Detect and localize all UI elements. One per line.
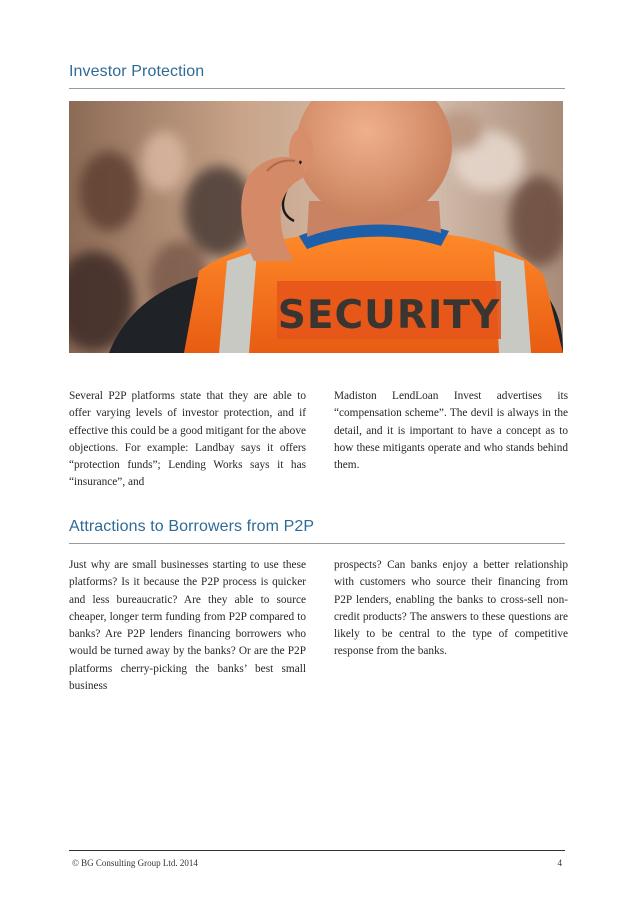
investor-protection-left-paragraph: Several P2P platforms state that they are able to offer varying levels of investor protection, and if effective this could be a good mitigant for the above objections. For example: Landbay says it offers “protection funds”; Lending Works says it has “insurance”, and <box>69 390 306 489</box>
footer-divider <box>69 850 565 851</box>
footer-page-number: 4 <box>557 858 562 868</box>
section-title-investor-protection: Investor Protection <box>69 63 205 80</box>
investor-protection-right-paragraph: Madiston LendLoan Invest advertises its “compensation scheme”. The devil is always in the detail, and it is important to have a concept as to how these mitigants operate and who stands behind them. <box>334 390 568 472</box>
footer-copyright: © BG Consulting Group Ltd. 2014 <box>72 858 198 868</box>
attractions-left-paragraph: Just why are small businesses starting to use these platforms? Is it because the P2P process is quicker and less bureaucratic? Are they able to source cheaper, longer term funding from P2P compared to banks? Are P2P lenders financing borrowers who would be turned away by the banks? Or are the P2P platforms cherry-picking the banks’ best small business <box>69 559 306 693</box>
security-sign-text: SECURITY <box>277 293 501 338</box>
attractions-right-paragraph: prospects? Can banks enjoy a better relationship with customers who source their financing from P2P lenders, enabling the banks to cross-sell non-credit products? The answers to these questions are likely to be central to the type of competitive response from the banks. <box>334 559 568 658</box>
security-guard-photo <box>69 101 563 353</box>
section-divider <box>69 88 565 89</box>
section-title-attractions: Attractions to Borrowers from P2P <box>69 518 315 535</box>
section-divider <box>69 543 565 544</box>
